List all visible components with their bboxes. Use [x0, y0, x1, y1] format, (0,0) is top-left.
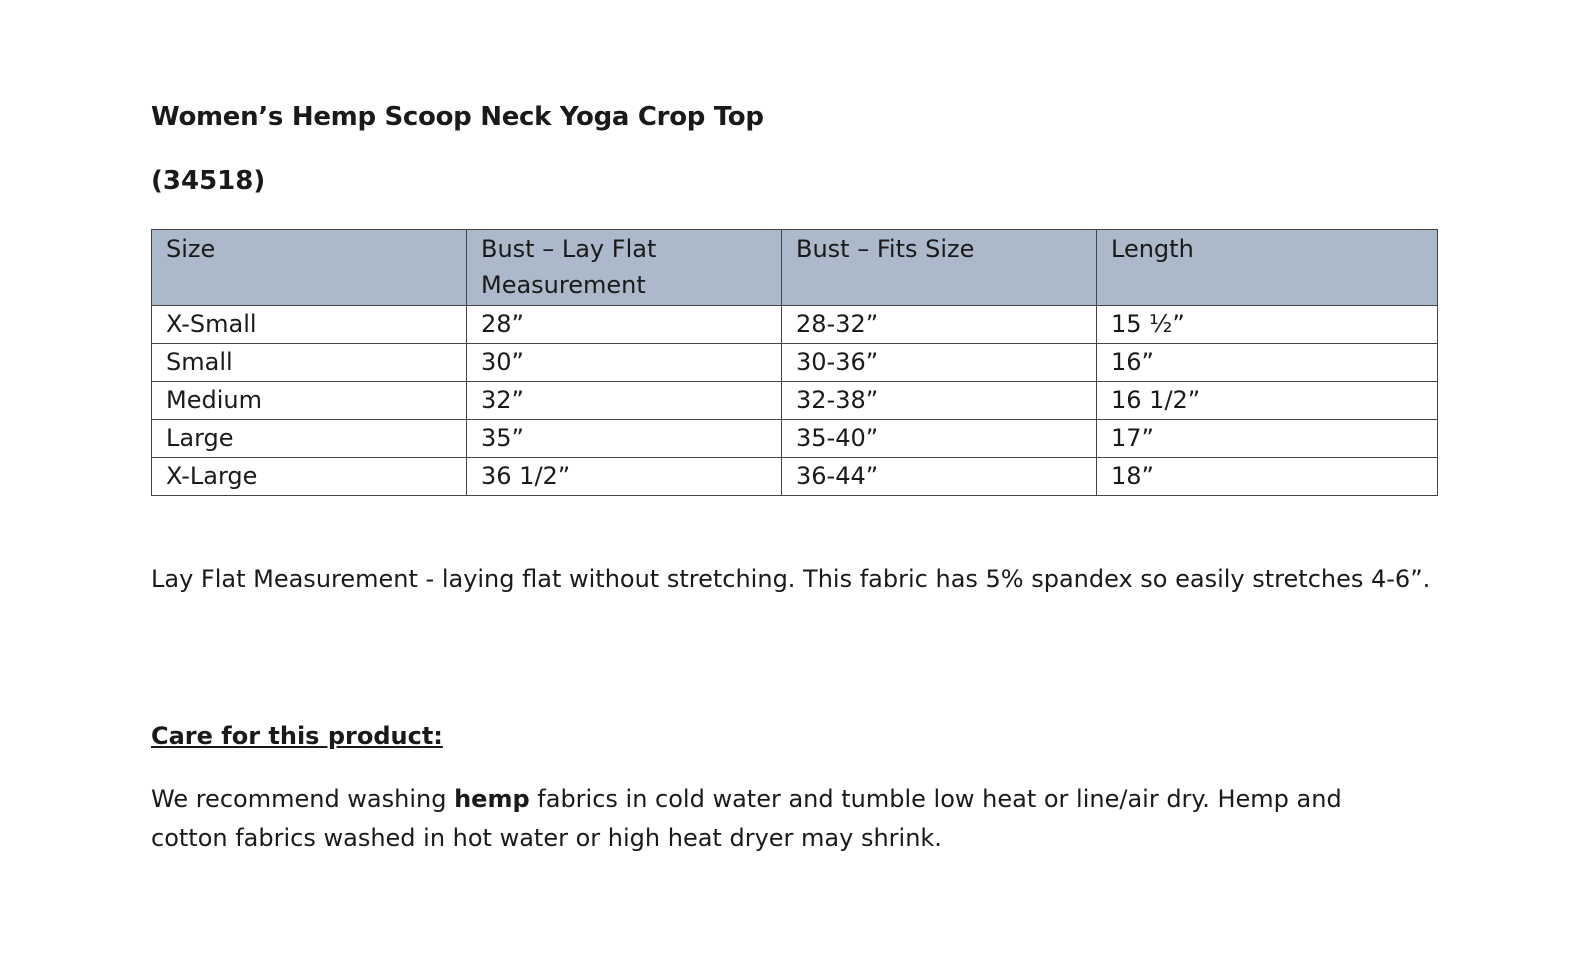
cell-length: 16” [1097, 344, 1438, 382]
care-instructions [151, 780, 1411, 858]
cell-bust-lay-flat: 28” [467, 306, 782, 344]
cell-bust-lay-flat: 35” [467, 420, 782, 458]
care-text-after: fabrics in cold water and tumble low heat or line/air dry. Hemp and cotton fabrics washed in hot water or high heat dryer may shrink. [151, 785, 1342, 852]
cell-size: X-Small [152, 306, 467, 344]
header-bust-fits-size: Bust – Fits Size [782, 230, 1097, 306]
product-code: (34518) [151, 166, 266, 196]
cell-length: 17” [1097, 420, 1438, 458]
cell-bust-fits-size: 30-36” [782, 344, 1097, 382]
cell-size: X-Large [152, 458, 467, 496]
cell-bust-fits-size: 35-40” [782, 420, 1097, 458]
size-chart-table [151, 229, 1438, 496]
product-title: Women’s Hemp Scoop Neck Yoga Crop Top [151, 102, 764, 132]
header-bust-lay-flat: Bust – Lay Flat Measurement [467, 230, 782, 306]
header-size: Size [152, 230, 467, 306]
cell-size: Large [152, 420, 467, 458]
header-length: Length [1097, 230, 1438, 306]
care-heading: Care for this product: [151, 722, 443, 750]
table-row [152, 420, 1438, 458]
table-row [152, 458, 1438, 496]
cell-size: Small [152, 344, 467, 382]
table-header-row [152, 230, 1438, 306]
cell-bust-lay-flat: 36 1/2” [467, 458, 782, 496]
cell-bust-fits-size: 32-38” [782, 382, 1097, 420]
care-text-before: We recommend washing [151, 785, 455, 813]
cell-length: 18” [1097, 458, 1438, 496]
care-text-bold: hemp [454, 785, 530, 813]
cell-bust-fits-size: 36-44” [782, 458, 1097, 496]
measurement-note: Lay Flat Measurement - laying flat without stretching. This fabric has 5% spandex so easily stretches 4-6”. [151, 565, 1431, 593]
cell-size: Medium [152, 382, 467, 420]
cell-bust-lay-flat: 32” [467, 382, 782, 420]
cell-bust-fits-size: 28-32” [782, 306, 1097, 344]
table-row [152, 306, 1438, 344]
table-row [152, 344, 1438, 382]
cell-length: 16 1/2” [1097, 382, 1438, 420]
table-row [152, 382, 1438, 420]
cell-length: 15 ½” [1097, 306, 1438, 344]
cell-bust-lay-flat: 30” [467, 344, 782, 382]
